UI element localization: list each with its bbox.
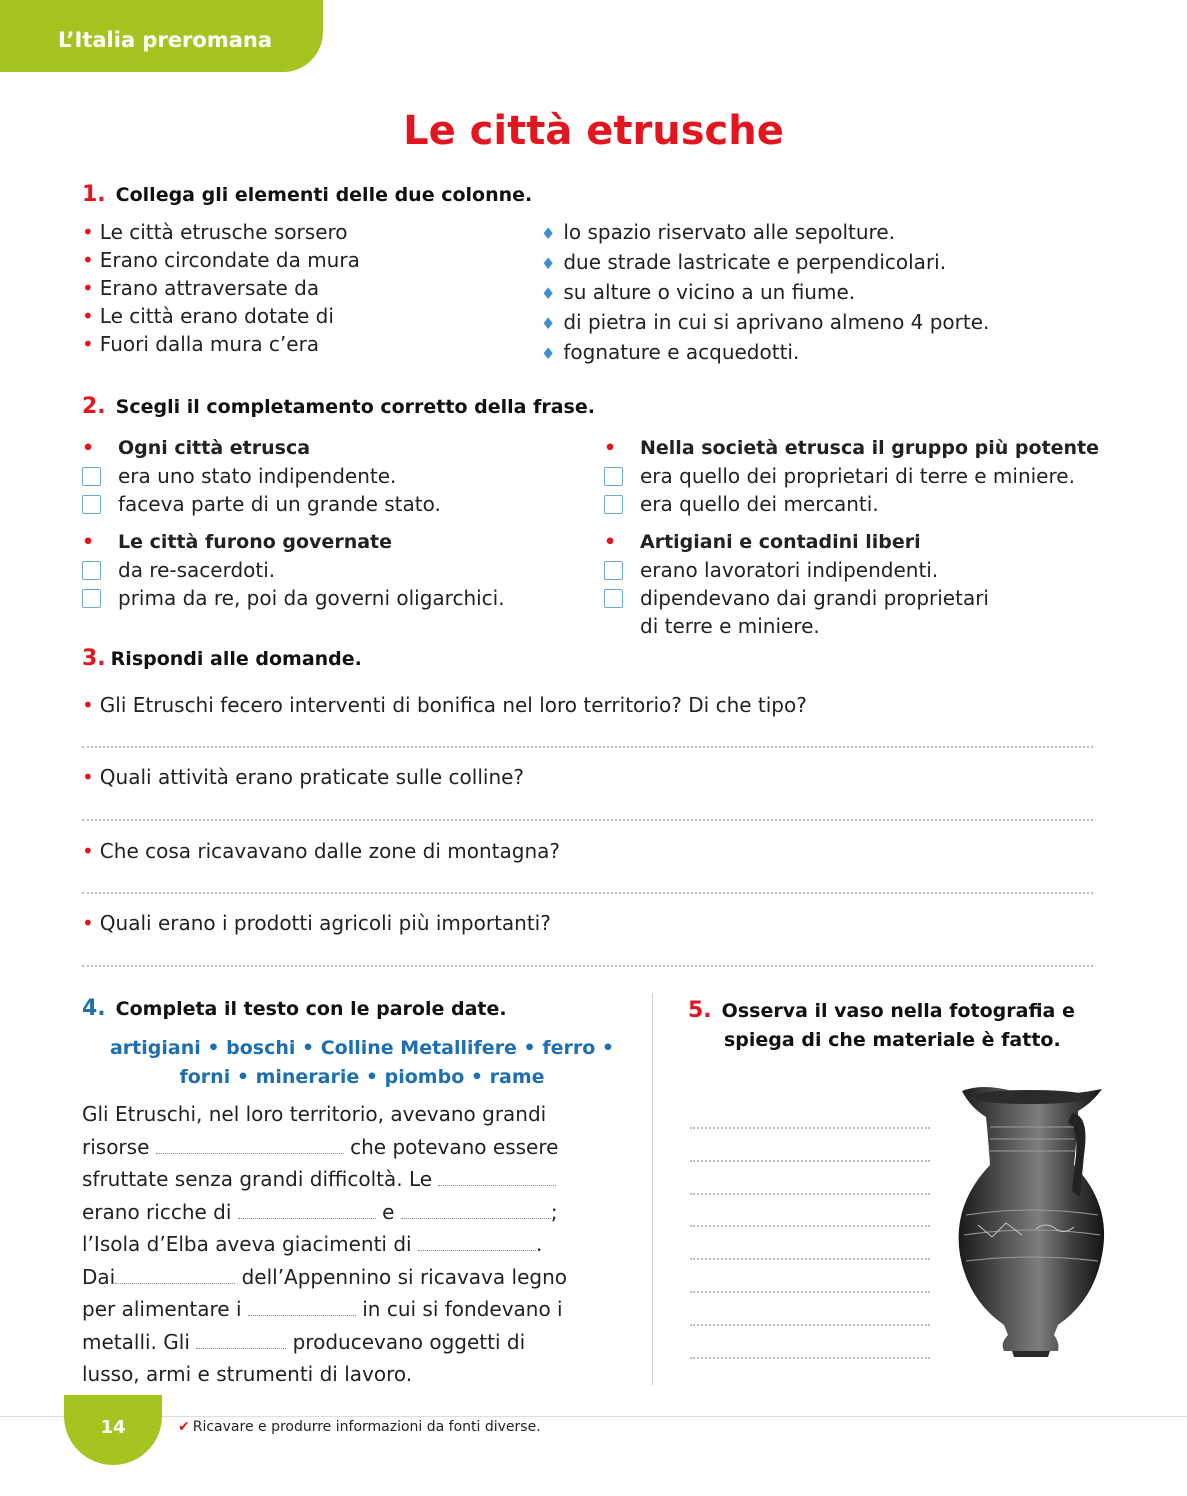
blank-field[interactable]: [196, 1333, 286, 1349]
checkbox[interactable]: [604, 589, 623, 608]
answer-line[interactable]: [690, 1193, 930, 1195]
exercise-2-heading: [82, 394, 595, 419]
exercise-number: 2.: [82, 394, 106, 419]
answer-line[interactable]: [690, 1225, 930, 1227]
choice-option-continuation: di terre e miniere.: [640, 614, 820, 638]
exercise-number: 3.: [82, 646, 106, 671]
choice-option[interactable]: prima da re, poi da governi oligarchici.: [82, 584, 505, 612]
exercise-number: 1.: [82, 182, 106, 207]
question: • Quali erano i prodotti agricoli più importanti?: [82, 911, 551, 935]
question: • Che cosa ricavavano dalle zone di montagna?: [82, 839, 560, 863]
blank-field[interactable]: [401, 1203, 551, 1219]
choice-stem: • Le città furono governate: [82, 531, 393, 553]
blank-field[interactable]: [156, 1138, 344, 1154]
answer-line[interactable]: [690, 1160, 930, 1162]
answer-line[interactable]: [690, 1127, 930, 1129]
choice-option[interactable]: era quello dei mercanti.: [604, 490, 1099, 518]
exercise-instruction: Rispondi alle domande.: [110, 648, 362, 670]
section-tag: [0, 0, 323, 72]
choice-option[interactable]: era uno stato indipendente.: [82, 462, 441, 490]
match-left-item[interactable]: • Le città erano dotate di: [82, 304, 334, 328]
exercise-1-left-column: [82, 218, 360, 358]
match-right-item[interactable]: ♦ su alture o vicino a un fiume.: [541, 280, 856, 304]
word-bank-line: forni • minerarie • piombo • rame: [179, 1066, 545, 1088]
choice-stem: • Nella società etrusca il gruppo più potente: [604, 437, 1100, 459]
checkbox[interactable]: [82, 561, 101, 580]
exercise-1-right-column: [541, 218, 989, 368]
diamond-icon: ♦: [541, 284, 556, 303]
exercise-instruction: Completa il testo con le parole date.: [115, 998, 507, 1020]
diamond-icon: ♦: [541, 314, 556, 333]
footer-divider: [0, 1416, 1187, 1417]
exercise-number: 4.: [82, 996, 106, 1021]
answer-line[interactable]: [690, 1324, 930, 1326]
choice-group: [604, 528, 989, 640]
answer-line[interactable]: [82, 965, 1093, 967]
blank-field[interactable]: [238, 1203, 376, 1219]
exercise-instruction: Scegli il completamento corretto della frase.: [115, 396, 595, 418]
column-divider: [652, 993, 653, 1385]
blank-field[interactable]: [418, 1235, 536, 1251]
choice-stem: • Ogni città etrusca: [82, 437, 311, 459]
answer-line[interactable]: [82, 819, 1093, 821]
exercise-3-heading: [82, 646, 362, 671]
choice-option[interactable]: dipendevano dai grandi proprietari: [604, 584, 989, 612]
word-bank-line: artigiani • boschi • Colline Metallifere • ferro •: [109, 1037, 615, 1059]
diamond-icon: ♦: [541, 344, 556, 363]
page-title: Le città etrusche: [403, 108, 784, 154]
blank-field[interactable]: [115, 1268, 235, 1284]
question: • Gli Etruschi fecero interventi di bonifica nel loro territorio? Di che tipo?: [82, 693, 807, 717]
match-right-item[interactable]: ♦ di pietra in cui si aprivano almeno 4 porte.: [541, 310, 990, 334]
section-tag-label: L’Italia preromana: [58, 28, 273, 52]
checkbox[interactable]: [604, 561, 623, 580]
choice-stem: • Artigiani e contadini liberi: [604, 531, 921, 553]
match-left-item[interactable]: • Erano attraversate da: [82, 276, 320, 300]
blank-field[interactable]: [248, 1300, 356, 1316]
choice-option[interactable]: era quello dei proprietari di terre e miniere.: [604, 462, 1099, 490]
page-number-badge: [64, 1395, 162, 1465]
choice-option[interactable]: erano lavoratori indipendenti.: [604, 556, 989, 584]
vase-illustration: [952, 1085, 1108, 1375]
checkbox[interactable]: [82, 467, 101, 486]
cloze-text: Gli Etruschi, nel loro territorio, avevano grandi risorse che potevano essere sfruttate senza grandi difficoltà. Le erano ricche di e ; l’Isola d’Elba aveva giacimenti di . Dai dell’Appennino si ricavava legno per alimentare i in cui si fondevano i metalli. Gli producevano oggetti di lusso, armi e strumenti di lavoro.: [82, 1102, 567, 1386]
question: • Quali attività erano praticate sulle colline?: [82, 765, 525, 789]
match-left-item[interactable]: • Erano circondate da mura: [82, 248, 360, 272]
checkbox[interactable]: [604, 495, 623, 514]
check-icon: ✔: [178, 1419, 190, 1435]
choice-option[interactable]: da re-sacerdoti.: [82, 556, 505, 584]
checkbox[interactable]: [604, 467, 623, 486]
match-right-item[interactable]: ♦ due strade lastricate e perpendicolari.: [541, 250, 947, 274]
diamond-icon: ♦: [541, 224, 556, 243]
match-left-item[interactable]: • Le città etrusche sorsero: [82, 220, 348, 244]
answer-line[interactable]: [82, 746, 1093, 748]
answer-line[interactable]: [690, 1357, 930, 1359]
exercise-number: 5.: [688, 998, 712, 1023]
answer-line[interactable]: [690, 1291, 930, 1293]
choice-group: [82, 434, 441, 518]
choice-group: [82, 528, 505, 612]
blank-field[interactable]: [438, 1170, 556, 1186]
exercise-4-heading: [82, 996, 507, 1021]
etruscan-vase-image: [952, 1085, 1108, 1375]
choice-group: [604, 434, 1099, 518]
diamond-icon: ♦: [541, 254, 556, 273]
answer-line[interactable]: [82, 892, 1093, 894]
learning-objective: ✔ Ricavare e produrre informazioni da fonti diverse.: [178, 1419, 541, 1435]
match-left-item[interactable]: • Fuori dalla mura c’era: [82, 332, 320, 356]
page-number: 14: [100, 1417, 126, 1438]
choice-option[interactable]: faceva parte di un grande stato.: [82, 490, 441, 518]
exercise-instruction: Collega gli elementi delle due colonne.: [115, 184, 533, 206]
word-bank: [82, 1034, 642, 1092]
match-right-item[interactable]: ♦ lo spazio riservato alle sepolture.: [541, 220, 895, 244]
answer-line[interactable]: [690, 1258, 930, 1260]
exercise-1-heading: [82, 182, 532, 207]
checkbox[interactable]: [82, 495, 101, 514]
match-right-item[interactable]: ♦ fognature e acquedotti.: [541, 340, 800, 364]
checkbox[interactable]: [82, 589, 101, 608]
exercise-5-heading: 5. Osserva il vaso nella fotografia e spiega di che materiale è fatto.: [688, 998, 1075, 1051]
